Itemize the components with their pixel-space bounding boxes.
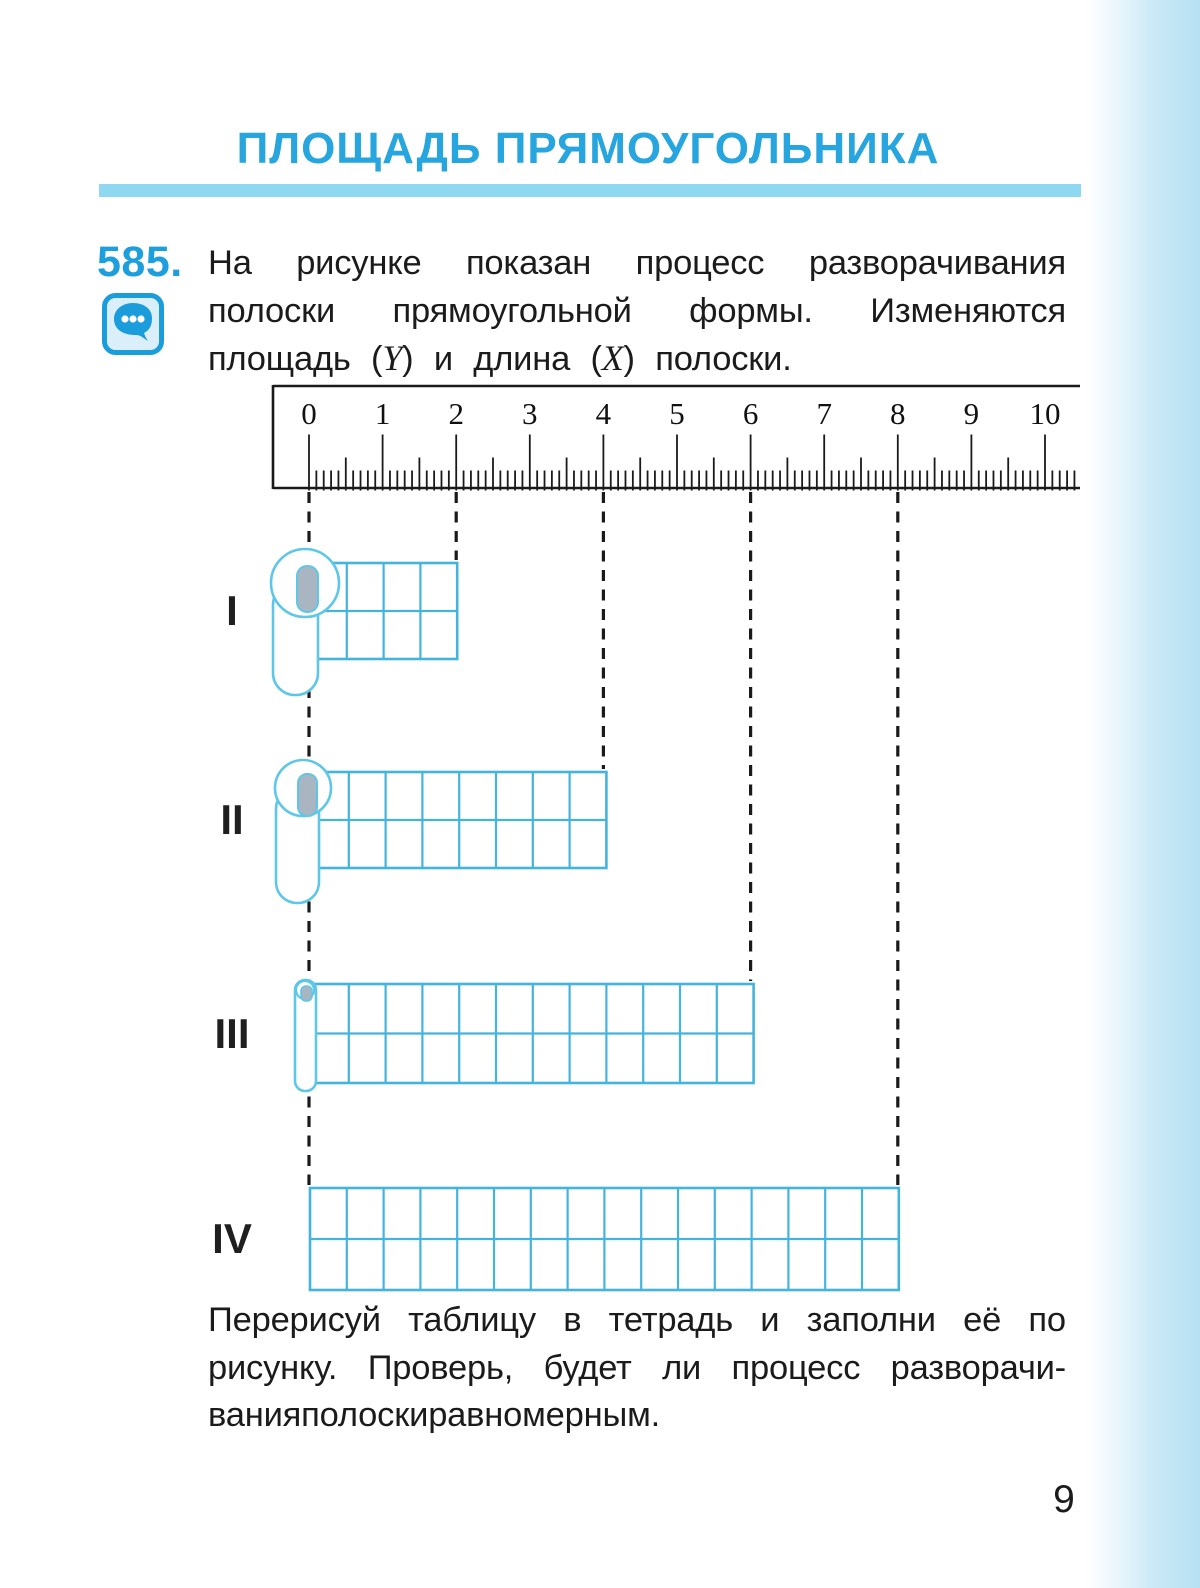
word: ли bbox=[662, 1348, 702, 1387]
word: таблицу bbox=[408, 1301, 536, 1339]
ruler-number: 9 bbox=[963, 396, 980, 431]
ruler-number: 6 bbox=[742, 396, 759, 431]
ruler-number: 5 bbox=[669, 396, 685, 431]
word: заполни bbox=[806, 1301, 936, 1339]
word: в bbox=[563, 1301, 582, 1339]
word: ) и длина ( bbox=[402, 340, 602, 378]
word: показан bbox=[465, 244, 592, 282]
strip-label-I: I bbox=[226, 587, 238, 634]
word: рисунку. bbox=[208, 1348, 338, 1387]
word: разворачи- bbox=[890, 1348, 1066, 1387]
page-number: 9 bbox=[1053, 1478, 1075, 1521]
word: Y bbox=[382, 338, 403, 378]
word: процесс bbox=[731, 1348, 861, 1387]
word: будет bbox=[543, 1348, 632, 1387]
word: тетрадь bbox=[608, 1301, 733, 1339]
word: её bbox=[963, 1301, 1002, 1339]
word: равномерным. bbox=[428, 1396, 660, 1434]
roll-curl-shade bbox=[298, 774, 317, 816]
word: На bbox=[208, 244, 252, 282]
ruler-number: 8 bbox=[890, 396, 906, 431]
ruler-number: 0 bbox=[301, 396, 317, 431]
ruler-number: 2 bbox=[448, 396, 464, 431]
roll-curl-shade bbox=[301, 986, 312, 1001]
word: X bbox=[601, 338, 624, 378]
word: Изменяются bbox=[870, 291, 1066, 330]
word: вания bbox=[208, 1396, 302, 1434]
word: ) полоски. bbox=[623, 340, 792, 378]
ruler-number: 3 bbox=[522, 396, 538, 431]
word: рисунке bbox=[296, 244, 422, 282]
ruler-number: 1 bbox=[374, 396, 391, 431]
ruler-number: 4 bbox=[595, 396, 612, 431]
word: прямоугольной bbox=[392, 291, 632, 330]
word: по bbox=[1028, 1301, 1066, 1339]
strip-label-II: II bbox=[220, 796, 244, 843]
ruler-number: 7 bbox=[816, 396, 832, 431]
roll-curl-shade bbox=[297, 566, 318, 612]
word: формы. bbox=[689, 291, 813, 330]
strip-label-IV: IV bbox=[212, 1215, 252, 1262]
word: площадь ( bbox=[208, 340, 383, 378]
word: полоски bbox=[208, 291, 336, 330]
page-title: ПЛОЩАДЬ ПРЯМОУГОЛЬНИКА bbox=[236, 124, 940, 173]
problem-number: 585. bbox=[97, 238, 183, 286]
word: Проверь, bbox=[367, 1348, 514, 1387]
word: полоски bbox=[301, 1396, 429, 1434]
ruler-number: 10 bbox=[1029, 396, 1061, 431]
word: и bbox=[760, 1301, 780, 1339]
word: разворачивания bbox=[808, 244, 1066, 282]
strip-label-III: III bbox=[214, 1009, 250, 1057]
word: процесс bbox=[635, 244, 765, 282]
word: Перерисуй bbox=[208, 1301, 381, 1339]
